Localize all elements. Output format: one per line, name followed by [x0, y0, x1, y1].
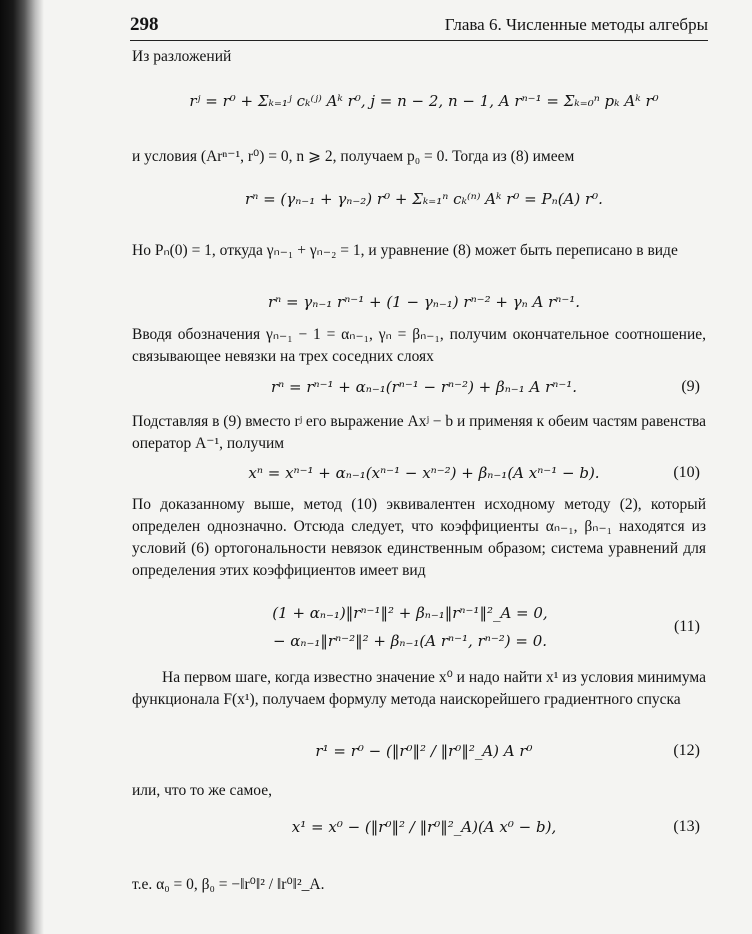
- chapter-title: Глава 6. Численные методы алгебры: [444, 15, 708, 34]
- paragraph-rewrite: Но Pₙ(0) = 1, откуда γₙ₋₁ + γₙ₋₂ = 1, и уравнение (8) может быть переписано в виде: [132, 242, 678, 259]
- equation-text: rⁿ = rⁿ⁻¹ + αₙ₋₁(rⁿ⁻¹ − rⁿ⁻²) + βₙ₋₁ A rⁿ⁻¹.: [270, 378, 578, 396]
- equation-text: rⁿ = γₙ₋₁ rⁿ⁻¹ + (1 − γₙ₋₁) rⁿ⁻² + γₙ A rⁿ⁻¹.: [267, 293, 581, 311]
- equation-13: [140, 818, 708, 852]
- paragraph-intro: Из разложений: [132, 48, 232, 65]
- equation-line-2: − αₙ₋₁‖rⁿ⁻²‖² + βₙ₋₁(A rⁿ⁻¹, rⁿ⁻²) = 0.: [272, 632, 548, 650]
- paragraph-first-step: На первом шаге, когда известно значение x⁰ и надо найти x¹ из условия минимума функционала F(x¹), получаем формулу метода наискорейшего градиентного спуска: [132, 669, 706, 708]
- equation-10: [140, 464, 708, 498]
- equation-residual-polynomial: [140, 190, 708, 224]
- equation-text: xⁿ = xⁿ⁻¹ + αₙ₋₁(xⁿ⁻¹ − xⁿ⁻²) + βₙ₋₁(A xⁿ⁻¹ − b).: [248, 464, 600, 482]
- equation-number: (11): [673, 618, 700, 635]
- paragraph-coefficients: т.е. α₀ = 0, β₀ = −‖r⁰‖² / ‖r⁰‖²_A.: [132, 876, 325, 893]
- equation-text: r¹ = r⁰ − (‖r⁰‖² / ‖r⁰‖²_A) A r⁰: [315, 742, 533, 760]
- equation-number: (12): [673, 742, 700, 759]
- paragraph-substitution: Подставляя в (9) вместо rʲ его выражение Axʲ − b и применяя к обеим частям равенства оператор A⁻¹, получим: [132, 413, 706, 452]
- page-number: 298: [130, 14, 159, 35]
- page-header: [130, 14, 708, 41]
- equation-11-system: [140, 604, 708, 660]
- paragraph-same: или, что то же самое,: [132, 782, 272, 799]
- equation-9: [140, 378, 708, 412]
- equation-text: rʲ = r⁰ + Σₖ₌₁ʲ cₖ⁽ʲ⁾ Aᵏ r⁰, j = n − 2, n − 1, A rⁿ⁻¹ = Σₖ₌₀ⁿ pₖ Aᵏ r⁰: [189, 92, 659, 110]
- paragraph-notation: Вводя обозначения γₙ₋₁ − 1 = αₙ₋₁, γₙ = βₙ₋₁, получим окончательное соотношение, связывающее невязки на трех соседних слоях: [132, 326, 706, 365]
- equation-number: (10): [673, 464, 700, 481]
- equation-text: rⁿ = (γₙ₋₁ + γₙ₋₂) r⁰ + Σₖ₌₁ⁿ cₖ⁽ⁿ⁾ Aᵏ r⁰ = Pₙ(A) r⁰.: [245, 190, 603, 208]
- paragraph-condition: и условия (Arⁿ⁻¹, r⁰) = 0, n ⩾ 2, получаем p₀ = 0. Тогда из (8) имеем: [132, 148, 575, 165]
- equation-line-1: (1 + αₙ₋₁)‖rⁿ⁻¹‖² + βₙ₋₁‖rⁿ⁻¹‖²_A = 0,: [272, 604, 548, 622]
- equation-number: (9): [681, 378, 700, 395]
- paragraph-equivalence: По доказанному выше, метод (10) эквивалентен исходному методу (2), который определен однозначно. Отсюда следует, что коэффициенты αₙ₋₁, βₙ₋₁ находятся из условий (6) ортогональности невязок единственным образом; система уравнений для определения этих коэффициентов имеет вид: [132, 496, 706, 579]
- equation-residual-gamma: [140, 293, 708, 327]
- equation-text: x¹ = x⁰ − (‖r⁰‖² / ‖r⁰‖²_A)(A x⁰ − b),: [291, 818, 557, 836]
- equation-expansions: [140, 92, 708, 126]
- equation-12: [140, 742, 708, 776]
- equation-number: (13): [673, 818, 700, 835]
